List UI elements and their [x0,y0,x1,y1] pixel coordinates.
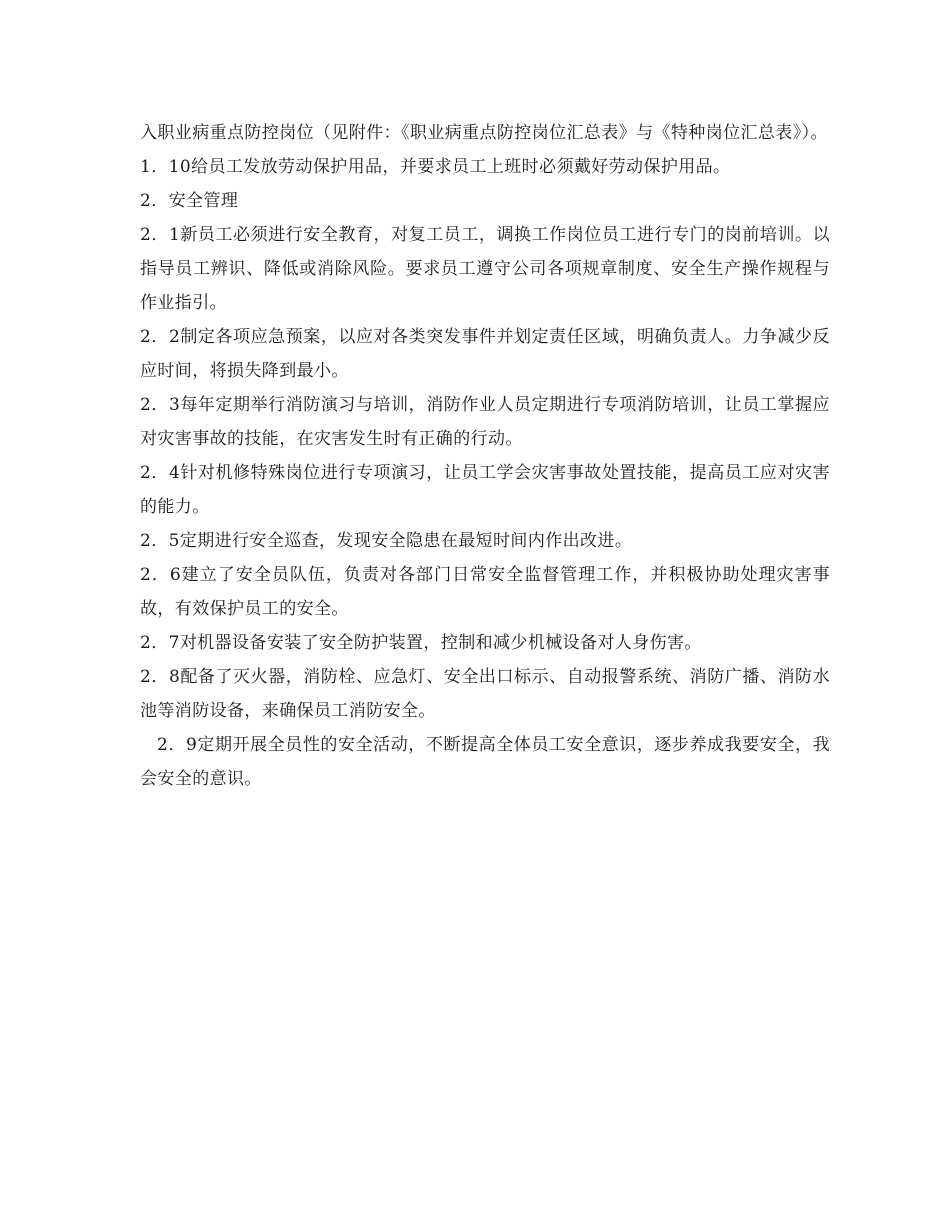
paragraph-2-6: 2．6建立了安全员队伍，负责对各部门日常安全监督管理工作，并积极协助处理灾害事故，有效保护员工的安全。 [140,565,830,619]
paragraph-1-10: 1．10给员工发放劳动保护用品，并要求员工上班时必须戴好劳动保护用品。 [140,157,731,177]
section-heading-safety-management: 2．安全管理 [140,191,239,211]
paragraph-2-5: 2．5定期进行安全巡查，发现安全隐患在最短时间内作出改进。 [140,531,633,551]
paragraph-2-4: 2．4针对机修特殊岗位进行专项演习，让员工学会灾害事故处置技能，提高员工应对灾害的能力。 [140,463,830,517]
paragraph-2-9: 2．9定期开展全员性的安全活动，不断提高全体员工安全意识，逐步养成我要安全，我会安全的意识。 [140,735,830,789]
paragraph-2-2: 2．2制定各项应急预案，以应对各类突发事件并划定责任区域，明确负责人。力争减少反应时间，将损失降到最小。 [140,327,830,381]
paragraph-2-3: 2．3每年定期举行消防演习与培训，消防作业人员定期进行专项消防培训，让员工掌握应对灾害事故的技能，在灾害发生时有正确的行动。 [140,395,830,449]
paragraph-2-8: 2．8配备了灭火器，消防栓、应急灯、安全出口标示、自动报警系统、消防广播、消防水池等消防设备，来确保员工消防安全。 [140,667,830,721]
paragraph-2-1: 2．1新员工必须进行安全教育，对复工员工，调换工作岗位员工进行专门的岗前培训。以指导员工辨识、降低或消除风险。要求员工遵守公司各项规章制度、安全生产操作规程与作业指引。 [140,225,830,313]
paragraph-continuation: 入职业病重点防控岗位（见附件：《职业病重点防控岗位汇总表》与《特种岗位汇总表》）。 [140,123,828,143]
paragraph-2-7: 2．7对机器设备安装了安全防护装置，控制和减少机械设备对人身伤害。 [140,633,702,653]
document-body [140,116,830,796]
